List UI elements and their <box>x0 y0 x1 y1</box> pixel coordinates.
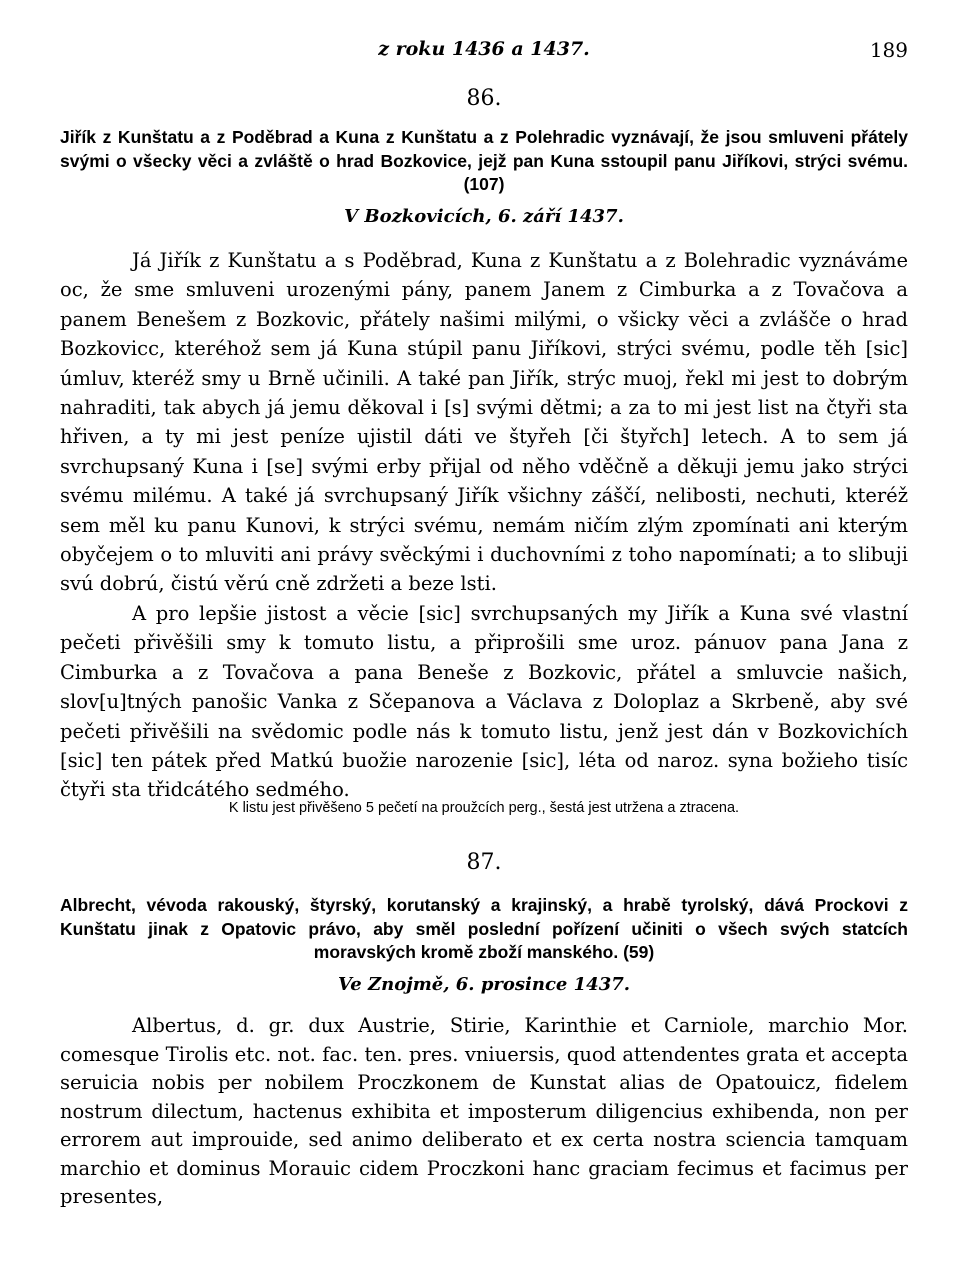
page-number: 189 <box>869 38 908 62</box>
document-87-regest: Albrecht, vévoda rakouský, štyrský, korutanský a krajinský, a hrabě tyrolský, dává Prockovi z Kunštatu jinak z Opatovic právo, aby směl poslední pořízení učiniti o všech svých statcích moravských kromě zboží manského. (59) <box>60 895 908 962</box>
running-title: z roku 1436 a 1437. <box>378 38 590 60</box>
document-86-dateline: V Bozkovicích, 6. září 1437. <box>344 206 624 227</box>
document-86-seal-note: K listu jest přivěšeno 5 pečetí na proužcích perg., šestá jest utržena a ztracena. <box>228 800 740 816</box>
document-86-paragraph-2: A pro lepšie jistost a věcie [sic] svrchupsaných my Jiřík a Kuna své vlastní pečeti přivěšili smy k tomuto listu, a připrošili sme uroz. pánuov pana Jana z Cimburka a z Tovačova a pana Beneše z Bozkovic, přátel a smluvcie našich, slov[u]tných panošic Vanka z Sčepanova a Václava z Doloplaz a Skrbeně, aby své pečeti přivěšili na svědomic podle nás k tomuto listu, jenž jest dán v Bozkovichích [sic] ten pátek před Matkú buožie narozenie [sic], léta od naroz. syna božieho tisíc čtyři sta třidcátého sedmého. <box>60 601 908 802</box>
document-87-paragraph-1: Albertus, d. gr. dux Austrie, Stirie, Karinthie et Carniole, marchio Mor. comesque Tirolis etc. not. fac. ten. pres. vniuersis, quod attendentes grata et accepta seruicia nobis per nobilem Proczkonem de Kunstat alias de Opatouicz, fidelem nostrum dilectum, hactenus exhibita et imposterum diligencius exhibenda, non per errorem aut improuide, sed animo deliberato et ex certa nostra sciencia tamquam marchio et dominus Morauic cidem Proczkoni hanc graciam fecimus et facimus per presentes, <box>60 1014 908 1208</box>
document-86-text <box>60 246 908 805</box>
document-87-text <box>60 1012 908 1212</box>
page-header <box>60 38 908 68</box>
document-number-87: 87. <box>466 850 502 875</box>
document-86-paragraph-1: Já Jiřík z Kunštatu a s Poděbrad, Kuna z Kunštatu a z Bolehradic vyznáváme oc, že sme smluveni urozenými pány, panem Janem z Cimburka a z Tovačova a panem Benešem z Bozkovic, přátely našimi milými, o všicky věci a zvlášče o hrad Bozkovicc, kteréhož sem já Kuna stúpil panu Jiříkovi, strýci svému, podle těh [sic] úmluv, kteréž smy u Brně učinili. A také pan Jiřík, strýc muoj, řekl mi jest to dobrým nahraditi, tak abych já jemu děkoval i [s] svými dětmi; a za to mi jest list na čtyři sta hřiven, a ty mi jest peníze ujistil dáti ve štyřeh [či štyřch] letech. A to sem já svrchupsaný Kuna i [se] svými erby přijal od něho vděčně a děkuji jemu jako strýci svému milému. A také já svrchupsaný Jiřík všichny záščí, nelibosti, nechuti, kteréž sem měl ku panu Kunovi, k strýci svému, nemám ničím zlým zpomínati ani kterým obyčejem o to mluviti ani právy svěckými i duchovními z toho napomínati; a to slibuji svú dobrú, čistú věrú cně zdržeti a beze lsti. <box>60 249 908 596</box>
document-number-86: 86. <box>466 86 502 111</box>
document-86-regest: Jiřík z Kunštatu a z Poděbrad a Kuna z Kunštatu a z Polehradic vyznávají, že jsou smluveni přátely svými o všecky věci a zvláště o hrad Bozkovice, jejž pan Kuna sstoupil panu Jiříkovi, strýci svému. (107) <box>60 127 908 194</box>
document-87-dateline: Ve Znojmě, 6. prosince 1437. <box>337 974 631 995</box>
